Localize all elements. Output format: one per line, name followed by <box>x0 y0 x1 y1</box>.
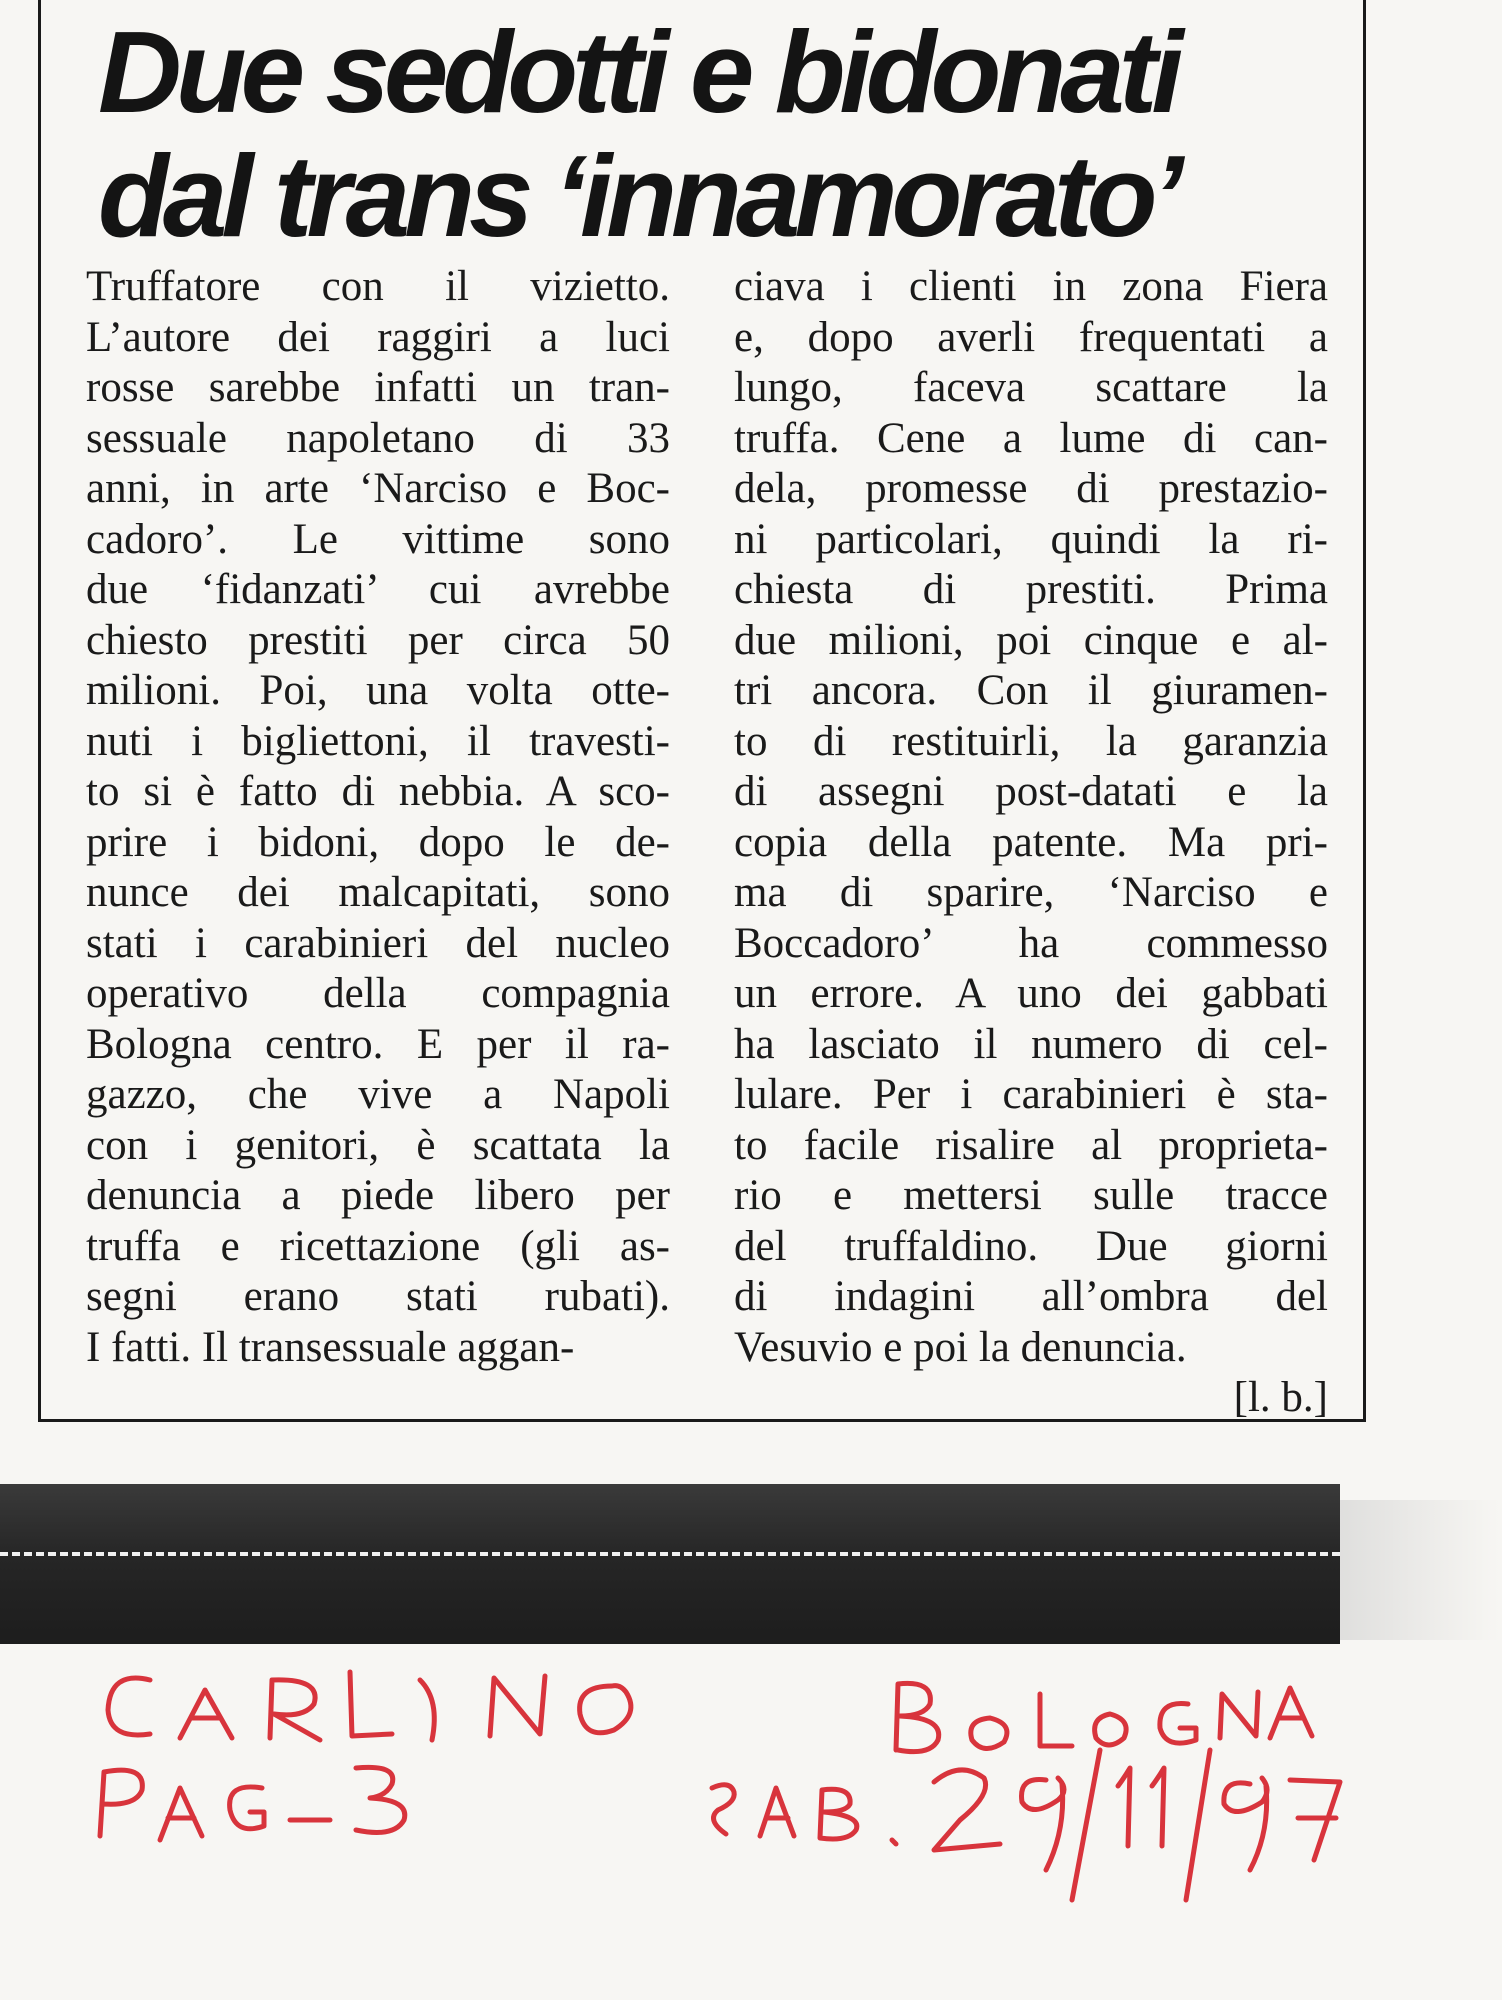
left-column-line: gazzo, che vive a Napoli <box>86 1071 670 1118</box>
left-column-line: Truffatore con il vizietto. <box>86 263 670 310</box>
right-column-line: dela, promesse di prestazio- <box>734 465 1328 512</box>
right-column-line: copia della patente. Ma pri- <box>734 818 1328 866</box>
right-column-line: due milioni, poi cinque e al- <box>734 616 1328 664</box>
left-column-line: chiesto prestiti per circa 50 <box>86 616 670 664</box>
author-signature: [l. b.] <box>1233 1374 1328 1421</box>
right-column-line: e, dopo averli frequentati a <box>734 313 1328 361</box>
left-column-line: con i genitori, è scattata la <box>86 1121 670 1169</box>
right-column-line: rio e mettersi sulle tracce <box>734 1172 1328 1219</box>
headline-line-2: dal trans ‘innamorato’ <box>98 131 1178 261</box>
left-column-line: prire i bidoni, dopo le de- <box>86 818 670 866</box>
left-column-line: L’autore dei raggiri a luci <box>86 313 670 361</box>
left-column-line: due ‘fidanzati’ cui avrebbe <box>86 566 670 613</box>
right-column-line: truffa. Cene a lume di can- <box>734 414 1328 462</box>
right-column-line: lungo, faceva scattare la <box>734 364 1328 411</box>
article-column-left <box>86 262 670 1373</box>
left-column-line: nuti i bigliettoni, il travesti- <box>86 717 670 765</box>
headline <box>98 7 1278 261</box>
right-column-line: ciava i clienti in zona Fiera <box>734 263 1328 310</box>
right-column-line: ha lasciato il numero di cel- <box>734 1020 1328 1068</box>
left-column-line: nunce dei malcapitati, sono <box>86 869 670 916</box>
right-column-line: to facile risalire al proprieta- <box>734 1121 1328 1169</box>
page-edge-shadow <box>1340 1500 1500 1640</box>
right-column-line: ma di sparire, ‘Narciso e <box>734 869 1328 916</box>
left-column-line: denuncia a piede libero per <box>86 1172 670 1219</box>
right-column-line: Vesuvio e poi la denuncia. <box>734 1323 1187 1371</box>
headline-line-1: Due sedotti e bidonati <box>98 7 1178 137</box>
right-column-line: di indagini all’ombra del <box>734 1273 1328 1320</box>
left-column-line: segni erano stati rubati). <box>86 1273 670 1320</box>
right-column-line: del truffaldino. Due giorni <box>734 1222 1328 1270</box>
left-column-line: rosse sarebbe infatti un tran- <box>86 364 670 411</box>
right-column-line: di assegni post-datati e la <box>734 768 1328 815</box>
right-column-line: un errore. A uno dei gabbati <box>734 970 1328 1017</box>
dashed-cut-line <box>0 1552 1340 1556</box>
left-column-line: truffa e ricettazione (gli as- <box>86 1222 670 1270</box>
handwritten-note-drawing <box>0 1660 1502 2000</box>
right-column-line: chiesta di prestiti. Prima <box>734 566 1328 613</box>
left-column-line: stati i carabinieri del nucleo <box>86 919 670 967</box>
left-column-line: sessuale napoletano di 33 <box>86 414 670 462</box>
left-column-line: cadoro’. Le vittime sono <box>86 515 670 563</box>
left-column-line: operativo della compagnia <box>86 970 670 1017</box>
right-column-line: lulare. Per i carabinieri è sta- <box>734 1071 1328 1118</box>
article-column-right <box>734 262 1328 1424</box>
left-column-line: to si è fatto di nebbia. A sco- <box>86 768 670 815</box>
handwritten-note <box>0 1660 1502 2000</box>
left-column-line: I fatti. Il transessuale aggan- <box>86 1323 575 1371</box>
right-column-line: Boccadoro’ ha commesso <box>734 919 1328 967</box>
right-column-line: tri ancora. Con il giuramen- <box>734 667 1328 714</box>
page-edge-band <box>0 1484 1340 1644</box>
right-column-line: to di restituirli, la garanzia <box>734 717 1328 765</box>
right-column-line: ni particolari, quindi la ri- <box>734 515 1328 563</box>
left-column-line: Bologna centro. E per il ra- <box>86 1020 670 1068</box>
left-column-line: anni, in arte ‘Narciso e Boc- <box>86 465 670 512</box>
left-column-line: milioni. Poi, una volta otte- <box>86 667 670 714</box>
